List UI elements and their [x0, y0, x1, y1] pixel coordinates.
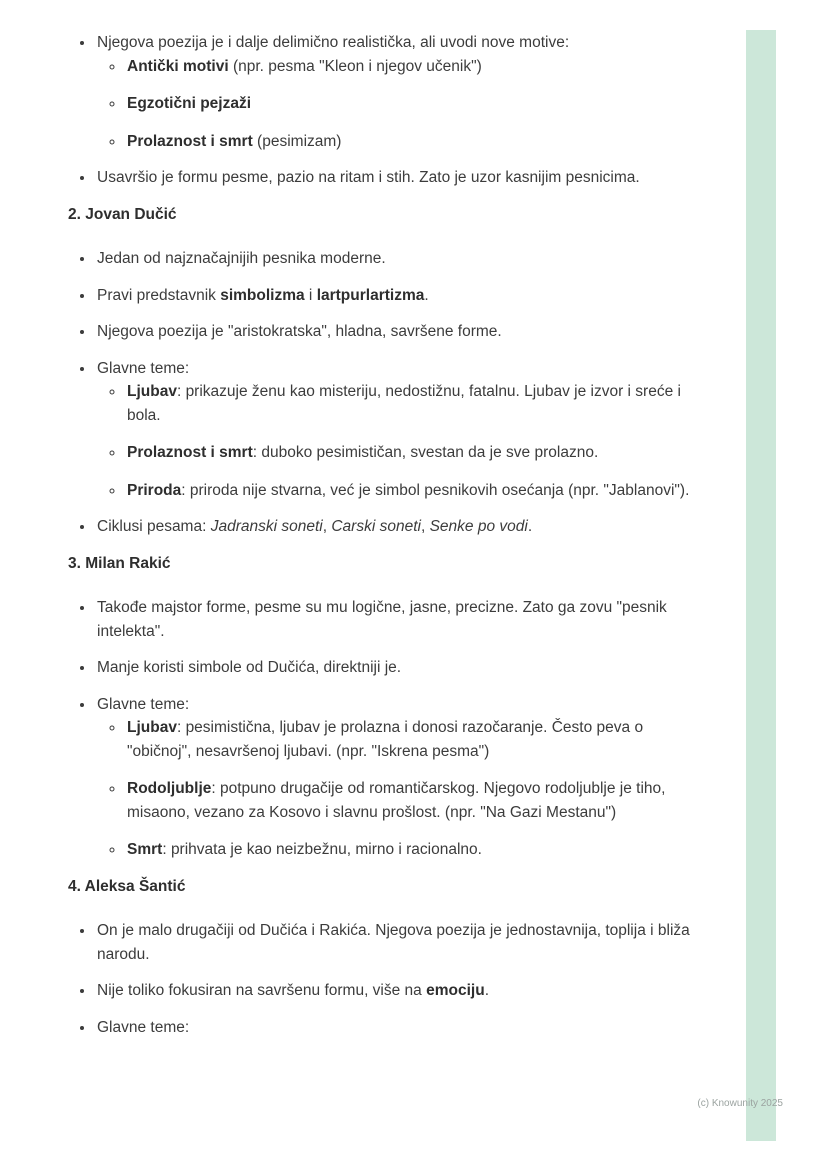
text-run: . [484, 982, 489, 999]
text-run-bold: Prolaznost i smrt [127, 132, 253, 150]
list-item [95, 596, 695, 643]
list-item [95, 979, 695, 1003]
text-run: (npr. pesma "Kleon i njegov učenik") [228, 57, 482, 75]
document-content [68, 31, 695, 1052]
text-run: : pesimistična, ljubav je prolazna i donosi razočaranje. Često peva o "običnoj", nesavršenoj ljubavi. (npr. "Iskrena pesma") [127, 719, 644, 760]
sub-list-item [125, 479, 695, 503]
sub-bullet-list [97, 55, 695, 154]
copyright-watermark: (c) Knowunity 2025 [697, 1098, 783, 1109]
bullet-list [68, 596, 695, 862]
list-item [95, 31, 695, 153]
list-item [95, 656, 695, 680]
sub-list-item [125, 55, 695, 79]
text-run: Njegova poezija je "aristokratska", hladna, savršene forme. [97, 323, 502, 340]
text-run-bold: Priroda [127, 481, 182, 499]
text-run: . [527, 518, 533, 535]
text-run: : duboko pesimističan, svestan da je sve prolazno. [252, 444, 599, 461]
sub-list-item [125, 92, 695, 116]
text-run: Njegova poezija je i dalje delimično realistička, ali uvodi nove motive: [97, 34, 570, 51]
text-run: : potpuno drugačije od romantičarskog. Njegovo rodoljublje je tiho, misaono, vezano za Kosovo i slavnu prošlost. (npr. "Na Gazi Mestanu") [127, 780, 666, 821]
list-item [95, 1016, 695, 1040]
sub-list-item [125, 130, 695, 154]
text-run: Manje koristi simbole od Dučića, direktniji je. [97, 659, 402, 676]
text-run: i [304, 286, 317, 304]
sub-list-item [125, 716, 695, 763]
list-item [95, 919, 695, 966]
text-run-bold: simbolizma [220, 286, 305, 304]
text-run-bold: Antički motivi [127, 57, 229, 75]
text-run: , [420, 518, 430, 535]
text-run-bold: lartpurlartizma [316, 286, 425, 304]
text-run: Ciklusi pesama: [97, 518, 211, 535]
sub-list-item [125, 441, 695, 465]
text-run: Glavne teme: [97, 695, 190, 713]
section-heading: 3. Milan Rakić [68, 554, 171, 572]
text-run: Glavne teme: [97, 359, 190, 377]
bullet-list [68, 31, 695, 190]
text-run-bold: Prolaznost i smrt [127, 444, 253, 461]
bullet-list [68, 247, 695, 539]
text-run: Usavršio je formu pesme, pazio na ritam i stih. Zato je uzor kasnijim pesnicima. [97, 169, 640, 186]
text-run-bold: Rodoljublje [127, 780, 212, 797]
sub-bullet-list [97, 716, 695, 862]
text-run-italic: Senke po vodi [429, 518, 528, 535]
text-run: Pravi predstavnik [97, 286, 221, 304]
text-run-bold: Ljubav [127, 719, 177, 736]
text-run: : prikazuje ženu kao misteriju, nedostižnu, fatalnu. Ljubav je izvor i sreće i bola. [127, 383, 681, 424]
text-run: Nije toliko fokusiran na savršenu formu, više na [97, 982, 427, 999]
section-heading: 4. Aleksa Šantić [68, 877, 186, 895]
list-item [95, 693, 695, 862]
list-item [95, 284, 695, 308]
sub-list-item [125, 777, 695, 824]
sub-list-item [125, 838, 695, 862]
list-item [95, 320, 695, 344]
section-heading: 2. Jovan Dučić [68, 205, 177, 223]
list-item [95, 247, 695, 271]
text-run-bold: Smrt [127, 841, 163, 858]
sub-list-item [125, 380, 695, 427]
text-run: : priroda nije stvarna, već je simbol pesnikovih osećanja (npr. "Jablanovi"). [181, 481, 690, 499]
text-run: Glavne teme: [97, 1018, 190, 1036]
text-run-italic: Jadranski soneti [210, 518, 323, 535]
text-run: , [322, 518, 332, 535]
text-run: Jedan od najznačajnijih pesnika moderne. [97, 250, 386, 267]
list-item [95, 166, 695, 190]
accent-stripe [746, 30, 776, 1141]
list-item [95, 357, 695, 503]
text-run-bold: Egzotični pejzaži [127, 95, 252, 112]
text-run: (pesimizam) [252, 132, 342, 150]
text-run: On je malo drugačiji od Dučića i Rakića. Njegova poezija je jednostavnija, toplija i bliža narodu. [97, 922, 690, 963]
text-run-italic: Carski soneti [331, 518, 421, 535]
text-run-bold: Ljubav [127, 383, 177, 400]
sub-bullet-list [97, 380, 695, 502]
bullet-list [68, 919, 695, 1039]
text-run-bold: emociju [426, 982, 485, 999]
list-item [95, 515, 695, 539]
text-run: Takođe majstor forme, pesme su mu logične, jasne, precizne. Zato ga zovu "pesnik intelekta". [97, 599, 667, 640]
text-run: . [424, 286, 429, 304]
text-run: : prihvata je kao neizbežnu, mirno i racionalno. [162, 841, 482, 858]
